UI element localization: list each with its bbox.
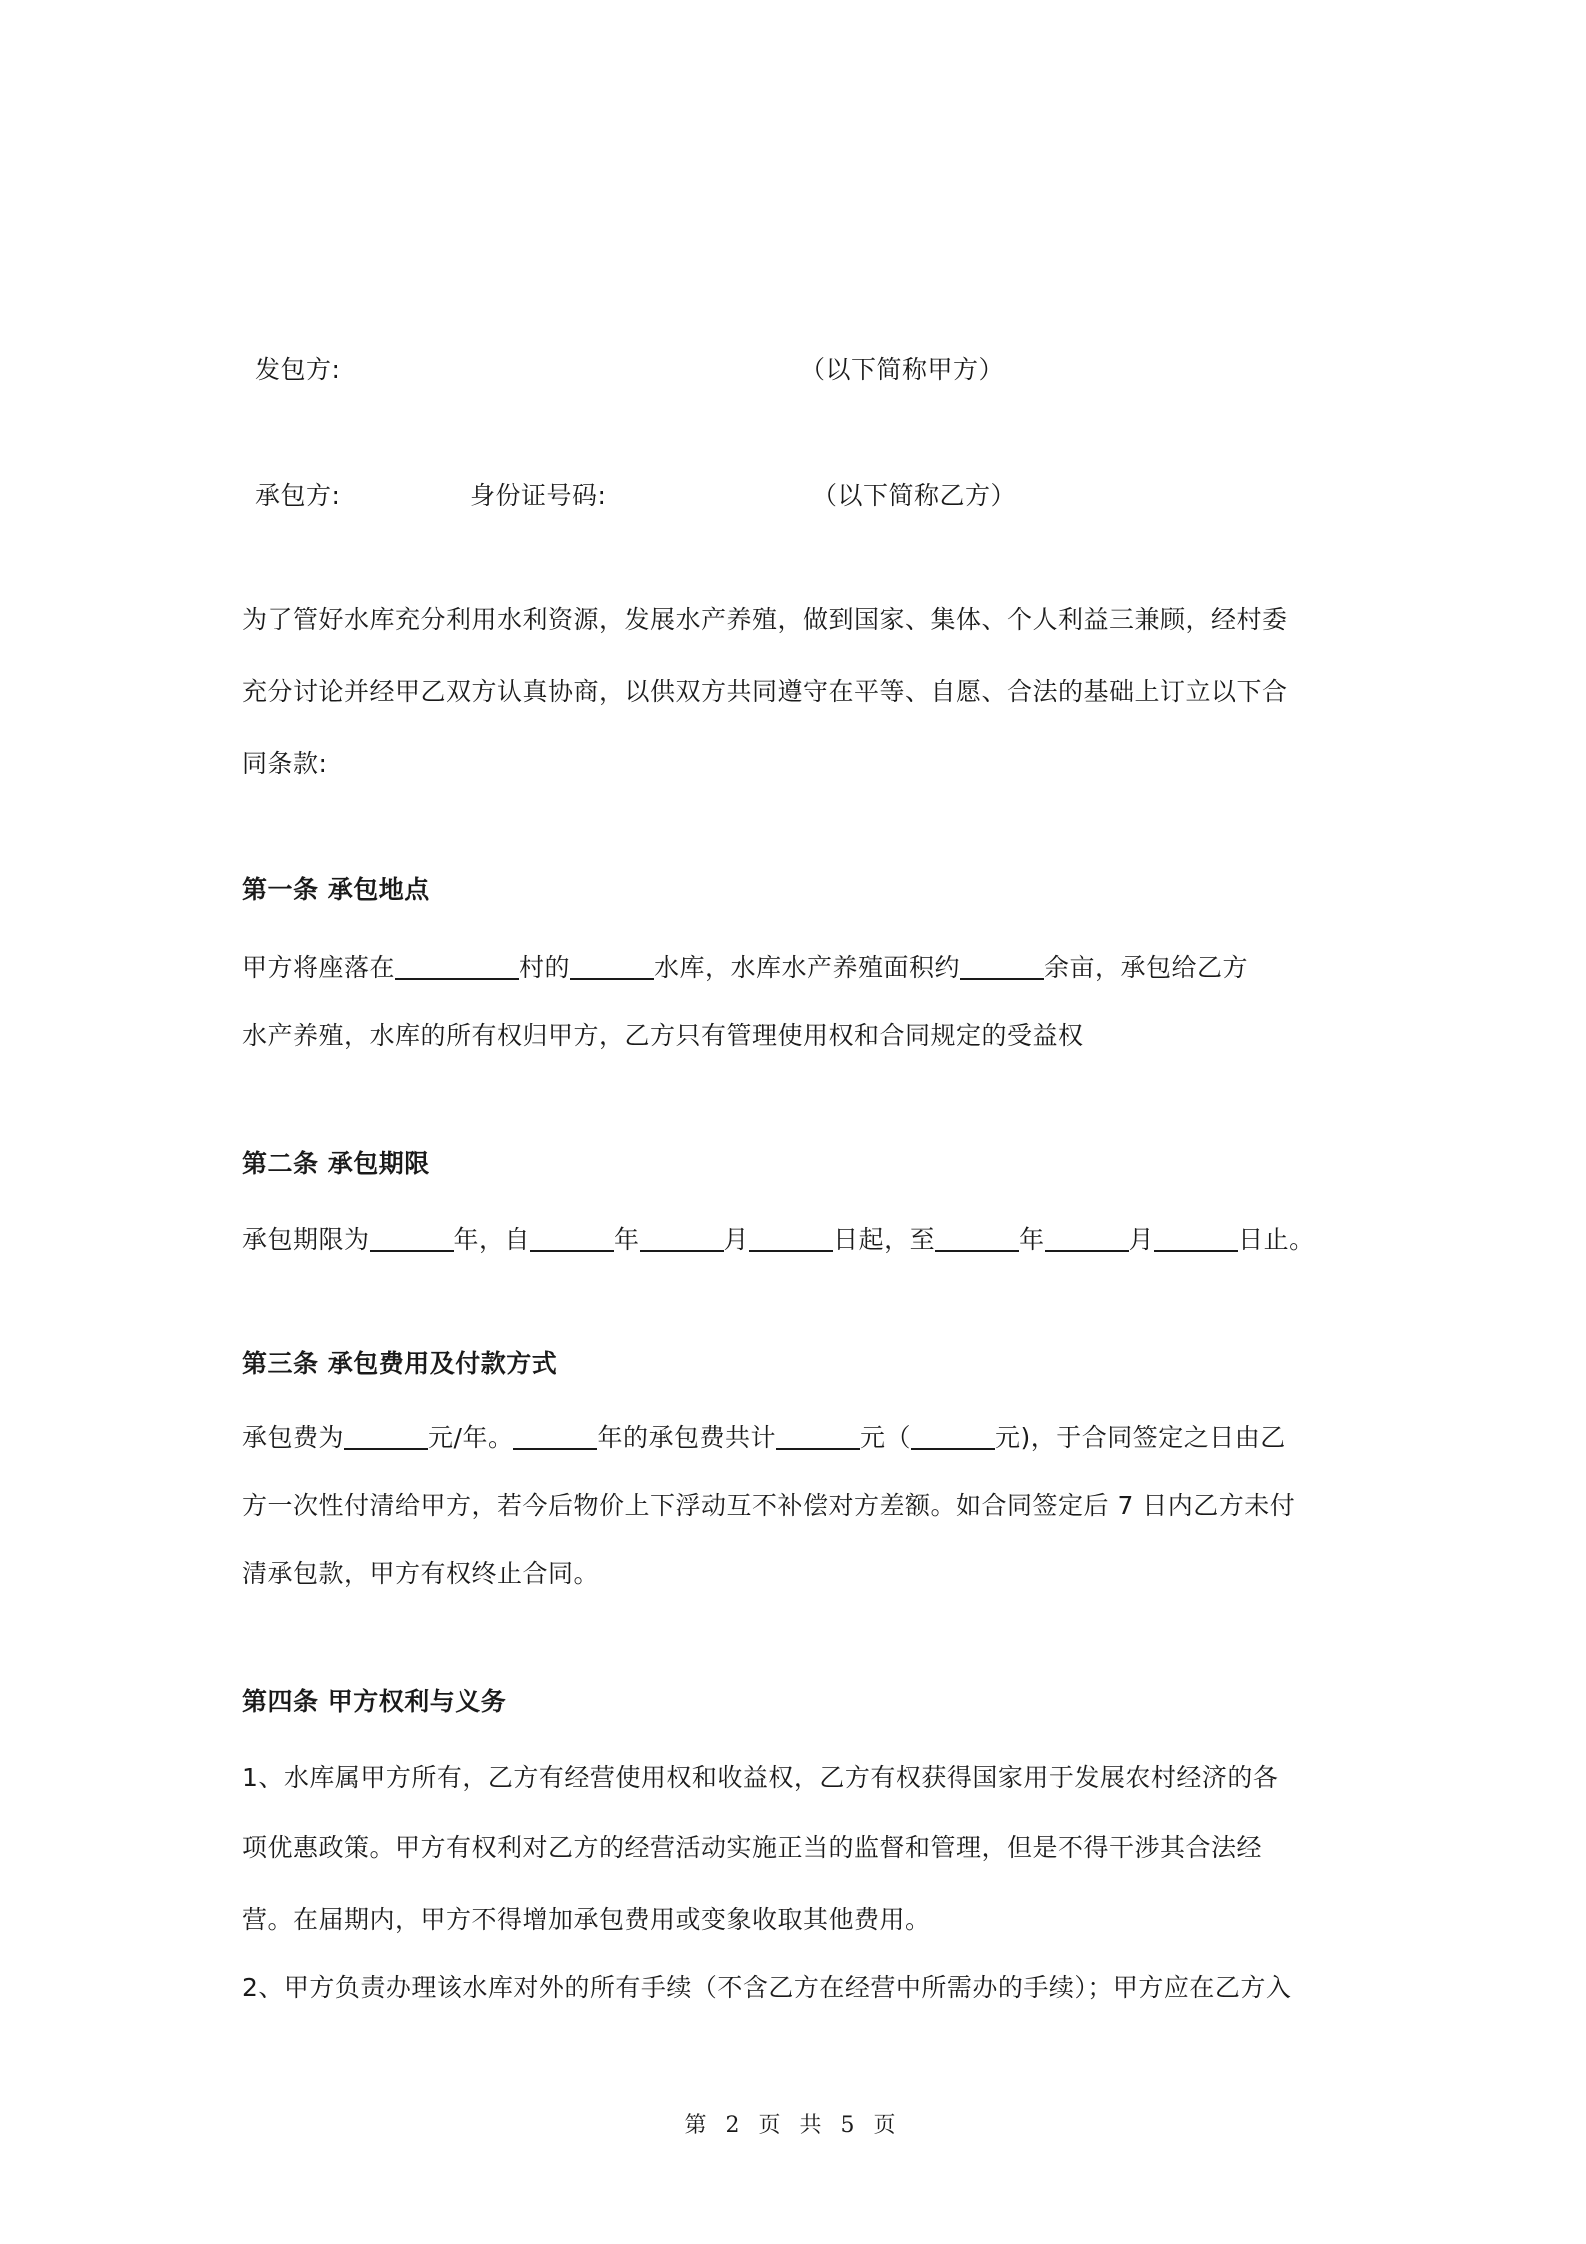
blank-end-day [1154, 1224, 1238, 1252]
contractor-label: 承包方: [255, 481, 341, 510]
blank-end-year [935, 1224, 1019, 1252]
text-segment: 年 [1019, 1225, 1045, 1254]
text-segment: 元)，于合同签定之日由乙 [994, 1423, 1286, 1452]
article-4-p2-line-1: 2、甲方负责办理该水库对外的所有手续（不含乙方在经营中所需办的手续）；甲方应在乙方入 [242, 1973, 1292, 2002]
article-1-title: 第一条 承包地点 [242, 875, 430, 904]
blank-fee-per-year [344, 1422, 428, 1450]
text-segment: 水库，水库水产养殖面积约 [654, 953, 961, 982]
blank-start-month [640, 1224, 724, 1252]
preamble-line-2: 充分讨论并经甲乙双方认真协商，以供双方共同遵守在平等、自愿、合法的基础上订立以下合 [242, 677, 1288, 706]
issuer-note: （以下简称甲方） [800, 355, 1005, 384]
text-segment: 年的承包费共计 [597, 1423, 776, 1452]
article-1-line-1 [242, 950, 1248, 986]
text-segment: 承包期限为 [242, 1225, 370, 1254]
article-1-line-2: 水产养殖，水库的所有权归甲方，乙方只有管理使用权和合同规定的受益权 [242, 1021, 1084, 1050]
blank-total-fee-capital [911, 1422, 995, 1450]
issuer-line [255, 352, 340, 388]
text-segment: 年，自 [453, 1225, 531, 1254]
text-segment: 月 [723, 1225, 750, 1254]
blank-total-fee [776, 1422, 860, 1450]
blank-area [960, 952, 1044, 980]
id-number-label: 身份证号码: [470, 481, 607, 510]
blank-years [370, 1224, 454, 1252]
article-3-line-1 [242, 1420, 1286, 1456]
issuer-label: 发包方: [255, 355, 341, 384]
blank-years [513, 1422, 597, 1450]
text-segment: 元（ [859, 1423, 911, 1452]
text-segment: 村的 [519, 953, 571, 982]
preamble-line-3: 同条款: [242, 749, 328, 778]
article-4-p1-line-1: 1、水库属甲方所有，乙方有经营使用权和收益权，乙方有权获得国家用于发展农村经济的各 [242, 1763, 1279, 1792]
contractor-note: （以下简称乙方） [812, 481, 1017, 510]
text-segment: 日起，至 [833, 1225, 936, 1254]
blank-village [395, 952, 519, 980]
page-number-footer: 第 2 页 共 5 页 [684, 2113, 902, 2138]
article-4-title: 第四条 甲方权利与义务 [242, 1687, 507, 1716]
article-3-line-3: 清承包款，甲方有权终止合同。 [242, 1559, 600, 1588]
article-4-p1-line-2: 项优惠政策。甲方有权利对乙方的经营活动实施正当的监督和管理，但是不得干涉其合法经 [242, 1833, 1263, 1862]
text-segment: 月 [1128, 1225, 1155, 1254]
text-segment: 余亩，承包给乙方 [1044, 953, 1249, 982]
text-segment: 甲方将座落在 [242, 953, 396, 982]
text-segment: 日止。 [1238, 1225, 1315, 1254]
article-2-line-1 [242, 1222, 1315, 1258]
blank-start-day [749, 1224, 833, 1252]
preamble-line-1: 为了管好水库充分利用水利资源，发展水产养殖，做到国家、集体、个人利益三兼顾，经村委 [242, 605, 1288, 634]
blank-reservoir [570, 952, 654, 980]
text-segment: 承包费为 [242, 1423, 345, 1452]
blank-end-month [1045, 1224, 1129, 1252]
blank-start-year [530, 1224, 614, 1252]
article-3-line-2: 方一次性付清给甲方，若今后物价上下浮动互不补偿对方差额。如合同签定后 7 日内乙方未付 [242, 1491, 1296, 1520]
article-3-title: 第三条 承包费用及付款方式 [242, 1349, 558, 1378]
article-4-p1-line-3: 营。在届期内，甲方不得增加承包费用或变象收取其他费用。 [242, 1905, 931, 1934]
article-2-title: 第二条 承包期限 [242, 1149, 430, 1178]
text-segment: 元/年。 [428, 1423, 514, 1452]
text-segment: 年 [614, 1225, 640, 1254]
